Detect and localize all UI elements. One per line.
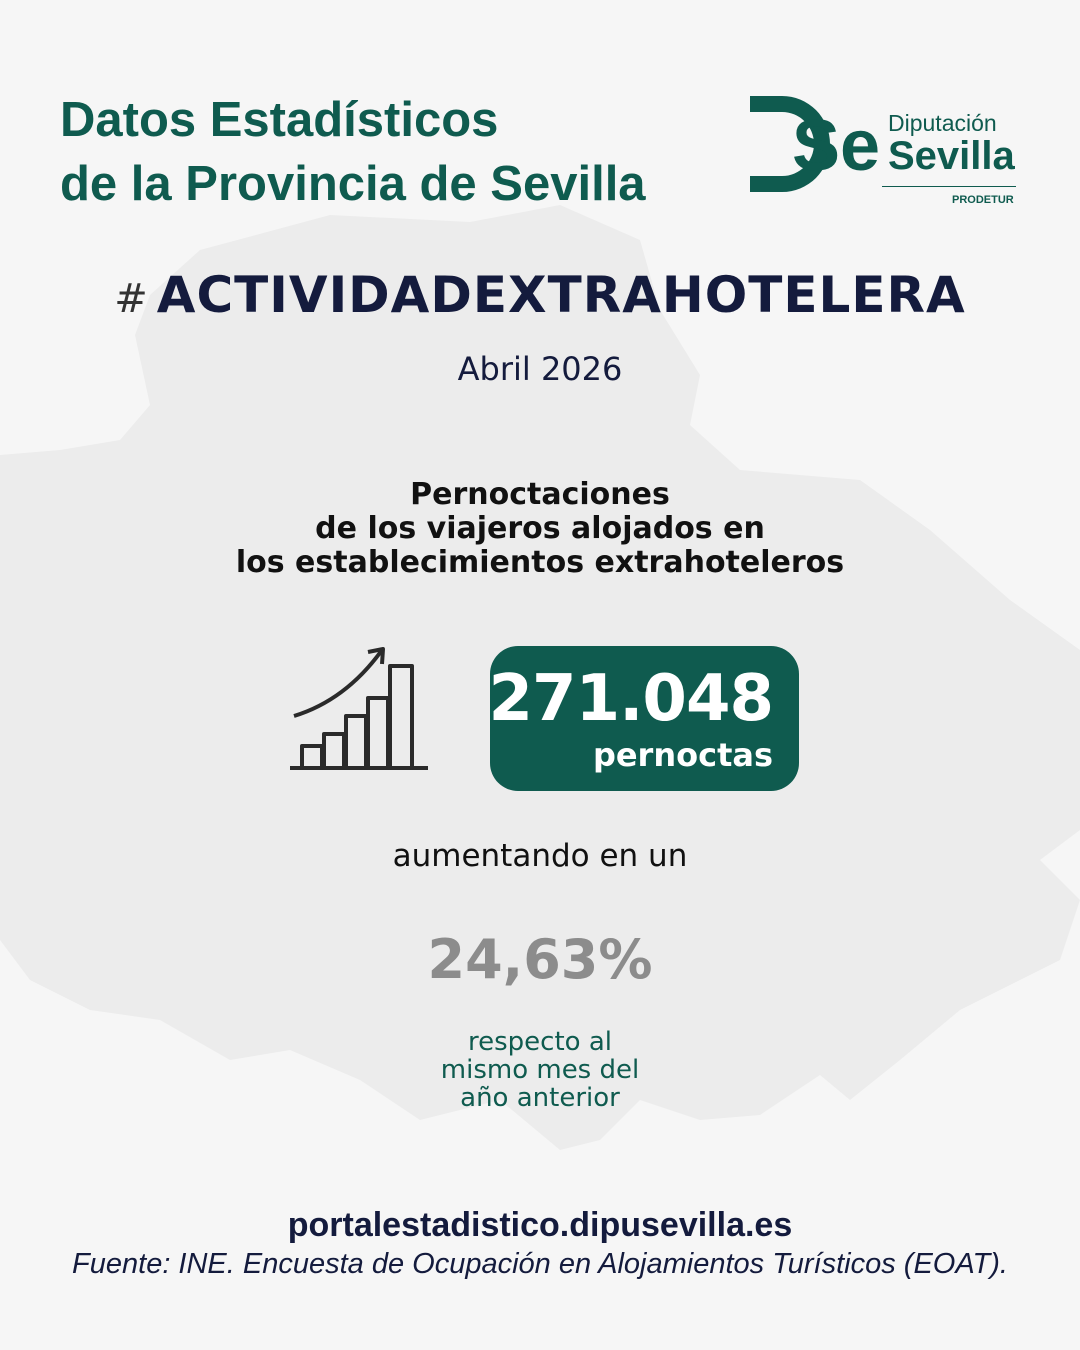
- increase-label: aumentando en un: [392, 838, 688, 874]
- source-note: Fuente: INE. Encuesta de Ocupación en Alojamientos Turísticos (EOAT).: [72, 1248, 1008, 1280]
- logo-divider: [882, 186, 1016, 187]
- comparison-note: [0, 1028, 1080, 1112]
- metric-description: [0, 478, 1080, 580]
- logo-sevilla: Sevilla: [888, 134, 1015, 178]
- title-line-1: Datos Estadísticos: [60, 93, 499, 147]
- comparison-line-1: respecto al: [468, 1027, 612, 1057]
- comparison-line-2: mismo mes del: [440, 1055, 640, 1085]
- period-label: Abril 2026: [457, 350, 623, 388]
- metric-description-line-1: Pernoctaciones: [410, 477, 670, 512]
- page-title: [60, 88, 646, 216]
- portal-url: portalestadistico.dipusevilla.es: [287, 1206, 793, 1244]
- overnight-stays-stat: [490, 646, 799, 791]
- stat-value: 271.048: [488, 662, 773, 736]
- dipusevilla-logo-mark: [748, 92, 882, 196]
- hashtag-text: ACTIVIDADEXTRAHOTELERA: [156, 266, 966, 324]
- metric-description-line-3: los establecimientos extrahoteleros: [235, 545, 845, 580]
- percentage-value: 24,63%: [427, 928, 653, 991]
- stat-unit: pernoctas: [592, 736, 773, 774]
- title-line-2: de la Provincia de Sevilla: [60, 157, 646, 211]
- logo-mark-text: Se: [792, 106, 881, 186]
- hashtag-heading: [0, 266, 1080, 324]
- hash-symbol: #: [114, 276, 149, 322]
- logo-diputacion: Diputación: [888, 110, 997, 136]
- bar-chart-growth-icon: [286, 644, 436, 776]
- comparison-line-3: año anterior: [460, 1083, 620, 1113]
- metric-description-line-2: de los viajeros alojados en: [315, 511, 765, 546]
- logo-prodetur: PRODETUR: [952, 194, 1014, 206]
- diputacion-sevilla-logo: [748, 92, 1028, 212]
